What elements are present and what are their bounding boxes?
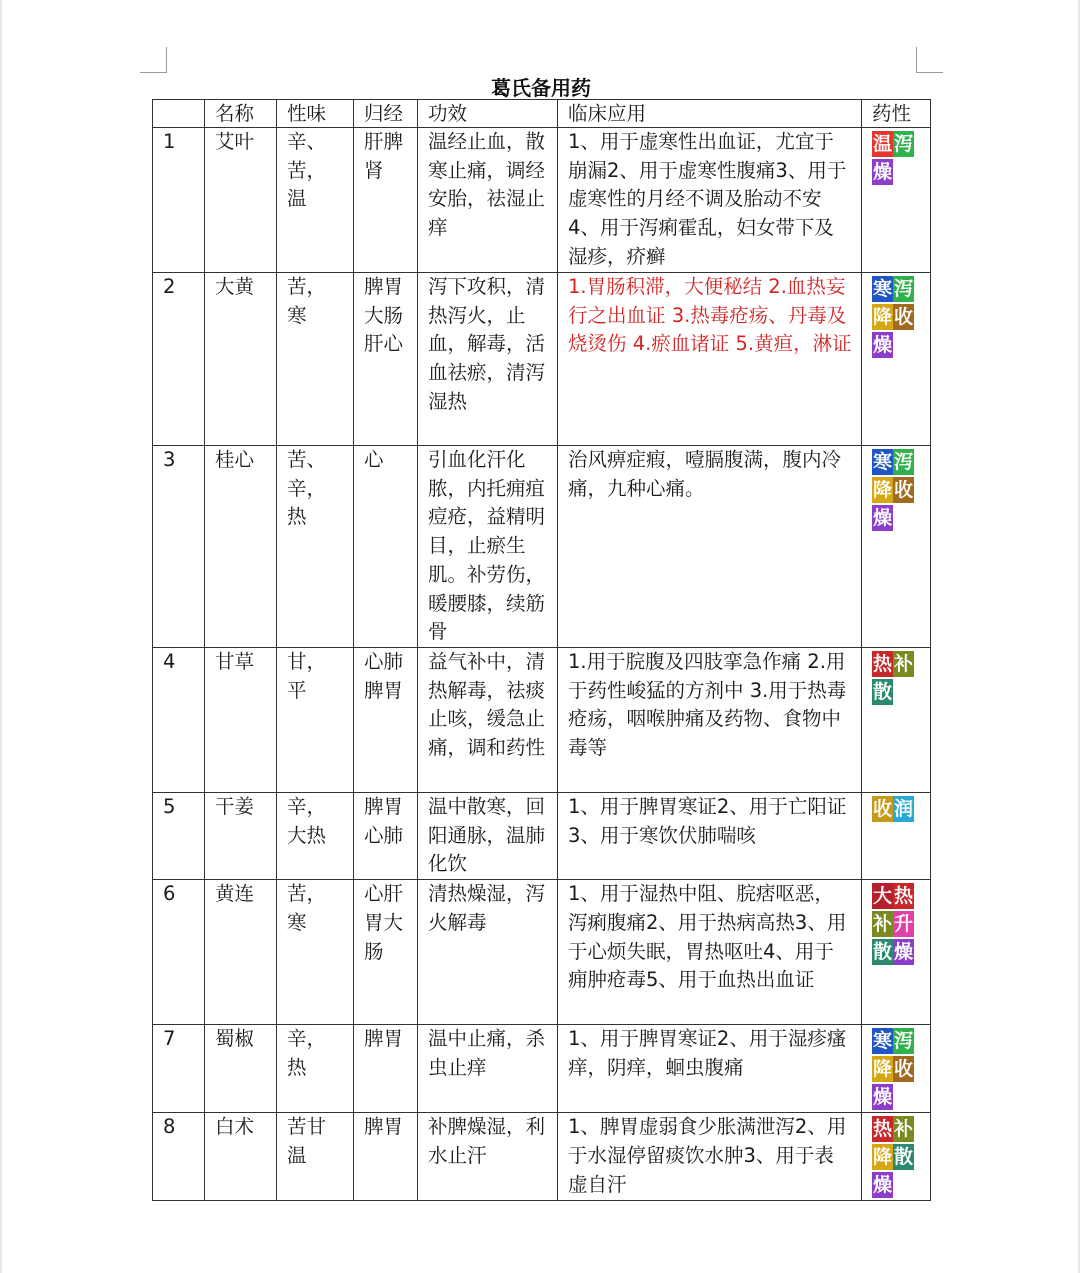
cell-meridian: 肝脾肾	[354, 128, 418, 273]
page-corner-mark-right	[916, 47, 943, 73]
property-tag: 收	[872, 798, 892, 820]
property-tag: 燥	[872, 1174, 892, 1197]
cell-usage: 1.胃肠积滞，大便秘结 2.血热妄行之出血证 3.热毒疮疡、丹毒及烧烫伤 4.瘀血诸证 5.黄疸，淋证	[558, 273, 862, 446]
property-tag: 收	[893, 306, 913, 328]
cell-effect: 温经止血，散寒止痛，调经安胎，祛湿止痒	[418, 128, 558, 273]
table-row	[153, 880, 931, 1025]
cell-index: 3	[153, 446, 205, 648]
cell-index: 1	[153, 128, 205, 273]
cell-property	[862, 793, 931, 880]
cell-name: 大黄	[205, 273, 277, 446]
property-tag: 散	[893, 1146, 913, 1169]
cell-property	[862, 128, 931, 273]
property-tag: 热	[872, 653, 892, 675]
cell-taste: 苦、辛，热	[277, 446, 354, 648]
property-tags	[872, 446, 922, 533]
cell-property	[862, 880, 931, 1025]
cell-index: 6	[153, 880, 205, 1025]
cell-property	[862, 1113, 931, 1201]
property-tag: 泻	[893, 278, 913, 300]
cell-property	[862, 648, 931, 793]
header-cell-name: 名称	[205, 100, 277, 128]
cell-meridian: 心肝胃大肠	[354, 880, 418, 1025]
cell-name: 黄连	[205, 880, 277, 1025]
property-tag: 燥	[872, 161, 892, 183]
cell-name: 甘草	[205, 648, 277, 793]
property-tag: 燥	[893, 941, 913, 964]
property-tag: 降	[872, 479, 892, 501]
table-row	[153, 648, 931, 793]
cell-meridian: 心	[354, 446, 418, 648]
cell-effect: 益气补中，清热解毒，祛痰止咳，缓急止痛，调和药性	[418, 648, 558, 793]
property-tag: 泻	[893, 1030, 913, 1053]
cell-effect: 温中散寒，回阳通脉，温肺化饮	[418, 793, 558, 880]
property-tag: 寒	[872, 1030, 892, 1053]
document-title: 葛氏备用药	[491, 76, 591, 100]
property-tag: 大	[872, 885, 892, 908]
property-tag: 燥	[872, 507, 892, 529]
cell-effect: 泻下攻积，清热泻火，止血，解毒，活血祛瘀，清泻湿热	[418, 273, 558, 446]
cell-effect: 补脾燥湿，利水止汗	[418, 1113, 558, 1201]
cell-meridian: 脾胃	[354, 1025, 418, 1113]
property-tag: 升	[893, 913, 913, 936]
table-header-row	[153, 100, 931, 128]
property-tag: 泻	[893, 133, 913, 155]
table-row	[153, 273, 931, 446]
cell-taste: 辛，热	[277, 1025, 354, 1113]
cell-taste: 苦，寒	[277, 273, 354, 446]
property-tag: 寒	[872, 278, 892, 300]
page-corner-mark-left	[140, 47, 167, 73]
cell-taste: 甘，平	[277, 648, 354, 793]
cell-effect: 清热燥湿，泻火解毒	[418, 880, 558, 1025]
cell-usage: 1、脾胃虚弱食少胀满泄泻2、用于水湿停留痰饮水肿3、用于表虚自汗	[558, 1113, 862, 1201]
cell-taste: 苦甘温	[277, 1113, 354, 1201]
property-tag: 补	[872, 913, 892, 936]
property-tag: 降	[872, 306, 892, 328]
header-cell-taste: 性味	[277, 100, 354, 128]
property-tag: 泻	[893, 451, 913, 473]
property-tag: 降	[872, 1146, 892, 1169]
property-tag: 散	[872, 681, 892, 703]
header-cell-property: 药性	[862, 100, 931, 128]
property-tag: 温	[872, 133, 892, 155]
cell-meridian: 脾胃大肠肝心	[354, 273, 418, 446]
cell-meridian: 脾胃心肺	[354, 793, 418, 880]
cell-name: 艾叶	[205, 128, 277, 273]
cell-usage: 1、用于脾胃寒证2、用于湿疹瘙痒，阴痒，蛔虫腹痛	[558, 1025, 862, 1113]
table-row	[153, 793, 931, 880]
cell-usage: 1、用于虚寒性出血证，尤宜于崩漏2、用于虚寒性腹痛3、用于虚寒性的月经不调及胎动不安4、用于泻痢霍乱，妇女带下及湿疹，疥癣	[558, 128, 862, 273]
property-tag: 补	[893, 653, 913, 675]
table-row	[153, 1113, 931, 1201]
cell-usage: 1、用于脾胃寒证2、用于亡阳证3、用于寒饮伏肺喘咳	[558, 793, 862, 880]
cell-effect: 引血化汗化脓，内托痈疽痘疮，益精明目，止瘀生肌。补劳伤，暖腰膝，续筋骨	[418, 446, 558, 648]
property-tags	[872, 1113, 922, 1200]
header-cell-meridian: 归经	[354, 100, 418, 128]
cell-index: 5	[153, 793, 205, 880]
cell-name: 桂心	[205, 446, 277, 648]
property-tag: 热	[893, 885, 913, 908]
property-tags	[872, 1025, 922, 1112]
document-page	[2, 0, 1078, 1273]
property-tags	[872, 273, 922, 360]
cell-index: 8	[153, 1113, 205, 1201]
cell-taste: 辛、苦，温	[277, 128, 354, 273]
cell-name: 蜀椒	[205, 1025, 277, 1113]
property-tags	[872, 880, 922, 967]
cell-usage: 1.用于脘腹及四肢挛急作痛 2.用于药性峻猛的方剂中 3.用于热毒疮疡，咽喉肿痛及药物、食物中毒等	[558, 648, 862, 793]
property-tag: 降	[872, 1058, 892, 1081]
property-tags	[872, 128, 922, 187]
property-tag: 收	[893, 1058, 913, 1081]
property-tag: 收	[893, 479, 913, 501]
cell-name: 白术	[205, 1113, 277, 1201]
table-row	[153, 128, 931, 273]
property-tag: 补	[893, 1118, 913, 1141]
cell-taste: 辛，大热	[277, 793, 354, 880]
cell-property	[862, 1025, 931, 1113]
cell-meridian: 脾胃	[354, 1113, 418, 1201]
property-tag: 散	[872, 941, 892, 964]
header-cell-index	[153, 100, 205, 128]
cell-meridian: 心肺脾胃	[354, 648, 418, 793]
cell-name: 干姜	[205, 793, 277, 880]
herb-table	[152, 99, 931, 1201]
cell-usage: 治风痹症瘕，噎膈腹满，腹内冷痛，九种心痛。	[558, 446, 862, 648]
header-cell-effect: 功效	[418, 100, 558, 128]
property-tags	[872, 793, 922, 824]
header-cell-usage: 临床应用	[558, 100, 862, 128]
cell-property	[862, 273, 931, 446]
cell-taste: 苦，寒	[277, 880, 354, 1025]
property-tag: 寒	[872, 451, 892, 473]
table-row	[153, 1025, 931, 1113]
cell-usage: 1、用于湿热中阻、脘痞呕恶，泻痢腹痛2、用于热病高热3、用于心烦失眠，胃热呕吐4、用于痈肿疮毒5、用于血热出血证	[558, 880, 862, 1025]
cell-index: 4	[153, 648, 205, 793]
table-row	[153, 446, 931, 648]
property-tag: 燥	[872, 1086, 892, 1109]
property-tag: 润	[893, 798, 913, 820]
cell-effect: 温中止痛，杀虫止痒	[418, 1025, 558, 1113]
property-tags	[872, 648, 922, 707]
cell-property	[862, 446, 931, 648]
cell-index: 2	[153, 273, 205, 446]
cell-index: 7	[153, 1025, 205, 1113]
property-tag: 燥	[872, 334, 892, 356]
property-tag: 热	[872, 1118, 892, 1141]
